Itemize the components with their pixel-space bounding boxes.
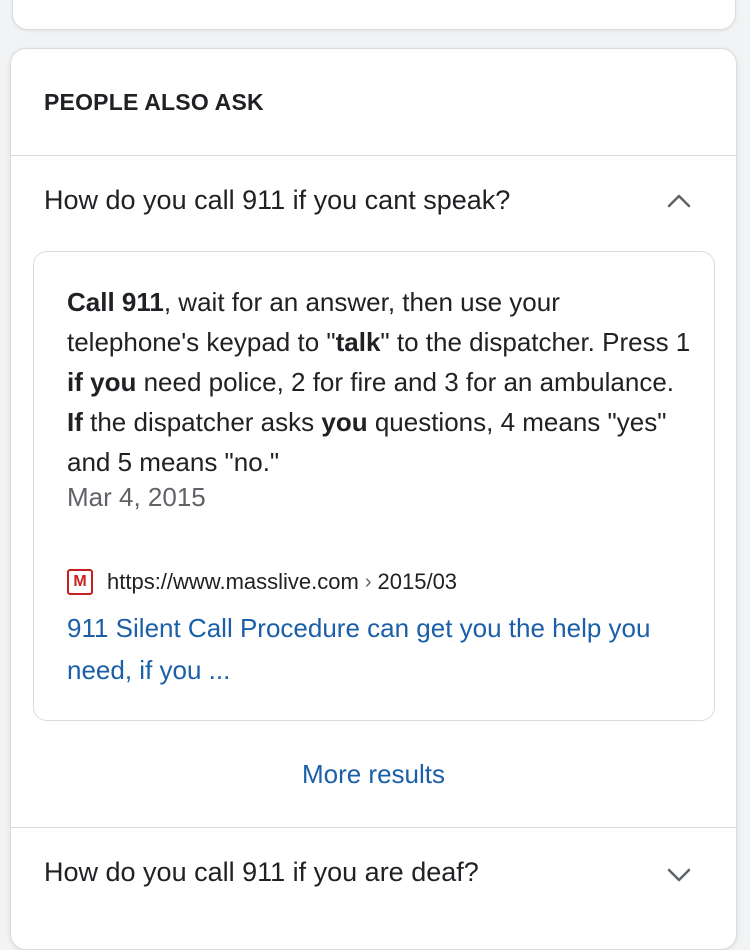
divider bbox=[11, 155, 736, 156]
previous-result-card bbox=[12, 0, 736, 30]
masslive-favicon-icon: M bbox=[67, 569, 93, 595]
source-row[interactable] bbox=[67, 568, 457, 596]
more-results-link[interactable]: More results bbox=[301, 759, 446, 789]
answer-box bbox=[33, 251, 715, 721]
answer-date: Mar 4, 2015 bbox=[67, 482, 206, 512]
answer-snippet: Call 911, wait for an answer, then use your telephone's keypad to "talk" to the dispatcher. Press 1 if you need police, 2 for fire and 3 for an ambulance. If the dispatcher asks you questions, 4 means "yes" and 5 means "no." bbox=[67, 287, 691, 477]
source-url[interactable]: https://www.masslive.com bbox=[107, 569, 359, 594]
divider bbox=[11, 827, 736, 828]
question-2[interactable]: How do you call 911 if you are deaf? bbox=[44, 857, 479, 887]
source-path[interactable]: 2015/03 bbox=[377, 569, 458, 594]
chevron-up-icon[interactable] bbox=[665, 191, 693, 211]
result-title-link[interactable]: 911 Silent Call Procedure can get you the help you need, if you ... bbox=[67, 613, 651, 685]
people-also-ask-card bbox=[10, 48, 737, 950]
section-title: PEOPLE ALSO ASK bbox=[44, 89, 264, 115]
breadcrumb-separator: › bbox=[364, 570, 372, 593]
question-1[interactable]: How do you call 911 if you cant speak? bbox=[44, 185, 511, 215]
chevron-down-icon[interactable] bbox=[665, 865, 693, 885]
